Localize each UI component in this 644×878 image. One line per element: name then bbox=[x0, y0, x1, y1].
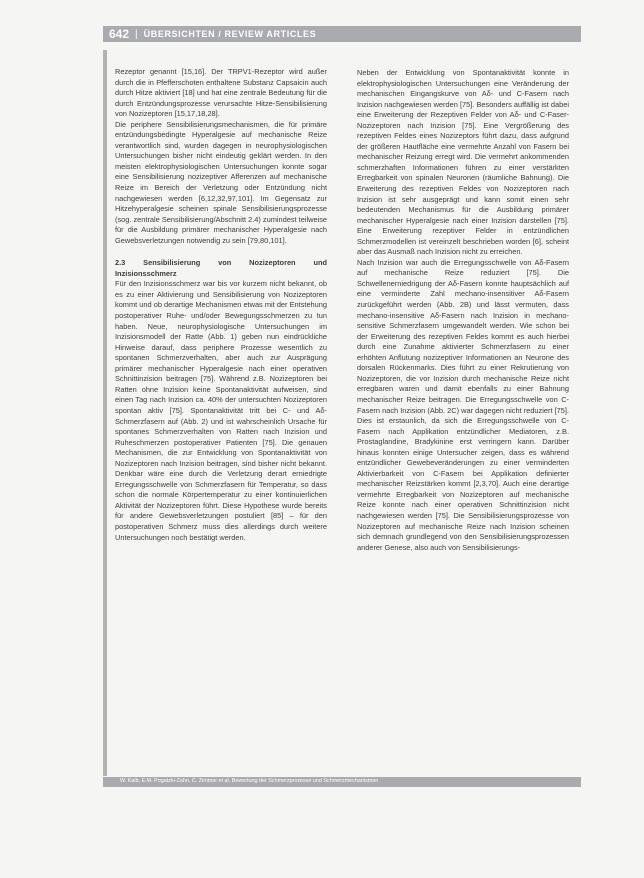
page-number: 642 bbox=[109, 27, 130, 41]
left-column bbox=[115, 67, 327, 543]
section-heading: 2.3 Sensibilisierung von Nozizeptoren und Inzisionsschmerz bbox=[115, 258, 327, 278]
right-column bbox=[357, 68, 569, 553]
paragraph: Rezeptor genannt [15,16]. Der TRPV1-Rezeptor wird außer durch die in Pfefferschoten enthaltene Substanz Capsaicin auch durch Hitze aktiviert [18] und hat eine zentrale Bedeutung für die durch Entzündungsprozesse verursachte Hitze-Sensibilisierung von Nozizeptoren [15,17,18,28]. bbox=[115, 67, 327, 119]
paragraph: Neben der Entwicklung von Spontanaktivität konnte in elektrophysiologischen Untersuchungen eine Veränderung der mechanischen Eingangskurve von Aδ- und C-Fasern nach Inzision nachgewiesen werden [75]. Besonders auffällig ist dabei eine Erweiterung der Rezeptiven Felder von Aδ- und C-Faser-Nozizeptoren nach Inzision [75]. Eine Vergrößerung des rezeptiven Feldes eines Nozizeptors führt dazu, dass aufgrund der größeren Hautfläche eine vermehrte Anzahl von Fasern bei mechanischer Reizung erregt wird. Die vermehrt ankommenden schmerzhaften Informationen führen zu einer verstärkten Erregbarkeit von spinalen Neuronen (räumliche Bahnung). Die Erweiterung des rezeptiven Feldes von Nozizeptoren nach Inzision ist sehr ausgeprägt und kann somit einen sehr bedeutenden Mechanismus für die Ausbildung primärer mechanischer Hyperalgesie nach einer Inzision darstellen [75]. Eine Erweiterung rezeptiver Felder in entzündlichen Schmerzmodellen ist vereinzelt beschrieben worden [6], scheint aber das Ausmaß nach Inzision nicht zu erreichen. bbox=[357, 68, 569, 257]
footer-citation: W. Kalb, E.M. Pogatzki-Zahn, C. Zimmer et al. Bewertung der Schmerzprozesse und Schmerzmechanismen bbox=[120, 778, 379, 784]
section-label: ÜBERSICHTEN / REVIEW ARTICLES bbox=[143, 29, 317, 39]
left-margin-rule bbox=[103, 50, 107, 776]
paragraph: Die periphere Sensibilisierungsmechanismen, die für primäre entzündungsbedingte Hyperalgesie auf mechanische Reize verantwortlich sind, wurden dagegen in neurophysiologischen Untersuchungen bisher nicht eindeutig geklärt werden. In den meisten elektrophysiologischen Untersuchungen konnte sogar eine Sensibilisierung nozizeptiver Afferenzen auf mechanische Reize im Bereich der Verletzung oder Entzündung nicht nachgewiesen werden [6,12,32,97,101]. Im Gegensatz zur Hitzehyperalgesie scheinen spinale Sensibilisierungsprozesse (sog. zentrale Sensibilisierung/Abschnitt 2.4) zumindest teilweise für die Ausbildung primärer mechanischer Hyperalgesie nach Gewebsverletzungen notwendig zu sein [79,80,101]. bbox=[115, 119, 327, 245]
header-separator: | bbox=[135, 28, 138, 40]
paragraph: Für den Inzisionsschmerz war bis vor kurzem nicht bekannt, ob es zu einer Aktivierung und Sensibilisierung von Nozizeptoren kommt und ob derartige Mechanismen etwas mit der Entstehung postoperativer Ruhe- und/oder Bewegungsschmerzen zu tun haben. Neue, neurophysiologische Untersuchungen im Inzisionsmodell der Ratte (Abb. 1) geben nun eindrückliche Hinweise darauf, dass periphere Prozesse wesentlich zu spontanen Schmerzverhalten, aber auch zur Ausprägung primärer mechanischer Hyperalgesie nach einer operativen Schnittinzision beitragen [75]. Während z.B. Nozizeptoren bei Ratten ohne Inzision keine Spontanaktivität aufweisen, sind einen Tag nach Inzision ca. 40% der untersuchten Nozizeptoren spontan aktiv [75]. Spontanaktivität tritt bei C- und Aδ-Schmerzfasern auf (Abb. 2) und ist wahrscheinlich Ursache für spontanes Schmerzverhalten von Ratten nach Inzision und Ruheschmerzen postoperativer Patienten [75]. Die genauen Mechanismen, die zur Entwicklung von Spontanaktivität von Nozizeptoren nach Inzision beitragen, sind bisher nicht bekannt. Denkbar wäre eine durch die Verletzung derart erniedrigte Erregungsschwelle von Schmerzfasern für Temperatur, so dass schon die normale Körpertemperatur zu einer kontinuierlichen Aktivität der Nozizeptoren führt. Diese Hypothese wurde bereits für andere Gewebsverletzungen postuliert [85] – für den postoperativen Schmerz muss dies allerdings durch weitere Untersuchungen noch bestätigt werden. bbox=[115, 279, 327, 542]
running-header bbox=[103, 26, 581, 42]
paragraph: Nach Inzision war auch die Erregungsschwelle von Aδ-Fasern auf mechanische Reize reduziert [75]. Die Schwellenerniedrigung der Aδ-Fasern konnte hauptsächlich auf eine verminderte Zahl mechano-insensitiver Aδ-Fasern zurückgeführt werden (Abb. 2B) und lässt vermuten, dass mechano-insensitive Aδ-Fasern nach Inzision in mechano-sensitive Schmerzfasern umgewandelt werden. Wie schon bei der Erweiterung des rezeptiven Feldes kommt es auch hierbei durch eine Zunahme aktivierter Schmerzfasern zu einer erhöhten Anflutung nozizeptiver Informationen an Neurone des dorsalen Rückenmarks. Dies führt zu einer Rekrutierung von Nozizeptoren, die vor Inzision durch mechanische Reize nicht erregbaren waren und damit ebenfalls zu einer Bahnung mechanischer Reize beitragen. Die Erregungsschwelle von C-Fasern nach Inzision (Abb. 2C) war dagegen nicht reduziert [75]. Dies ist erstaunlich, da sich die Erregungsschwelle von C-Fasern nach Applikation entzündlicher Mediatoren, z.B. Prostaglandine, Bradykinine erst verringern kann. Darüber hinaus konnten einige Untersucher zeigen, dass es während entzündlicher Gewebeveränderungen zu einer verminderten Aktivierbarkeit von C-Fasern bei Applikation definierter mechanischer Reizstärken kommt [2,3,70]. Auch eine derartige vermehrte Erregbarkeit von Nozizeptoren auf mechanische Reize konnte nach einer operativen Schnittinzision nicht nachgewiesen werden [75]. Die Sensibilisierungsprozesse von Nozizeptoren auf mechanische Reize nach Inzision scheinen sich demnach grundlegend von den Sensibilisierungsprozessen anderer Genese, also auch von Sensibilisierungs- bbox=[357, 257, 569, 552]
